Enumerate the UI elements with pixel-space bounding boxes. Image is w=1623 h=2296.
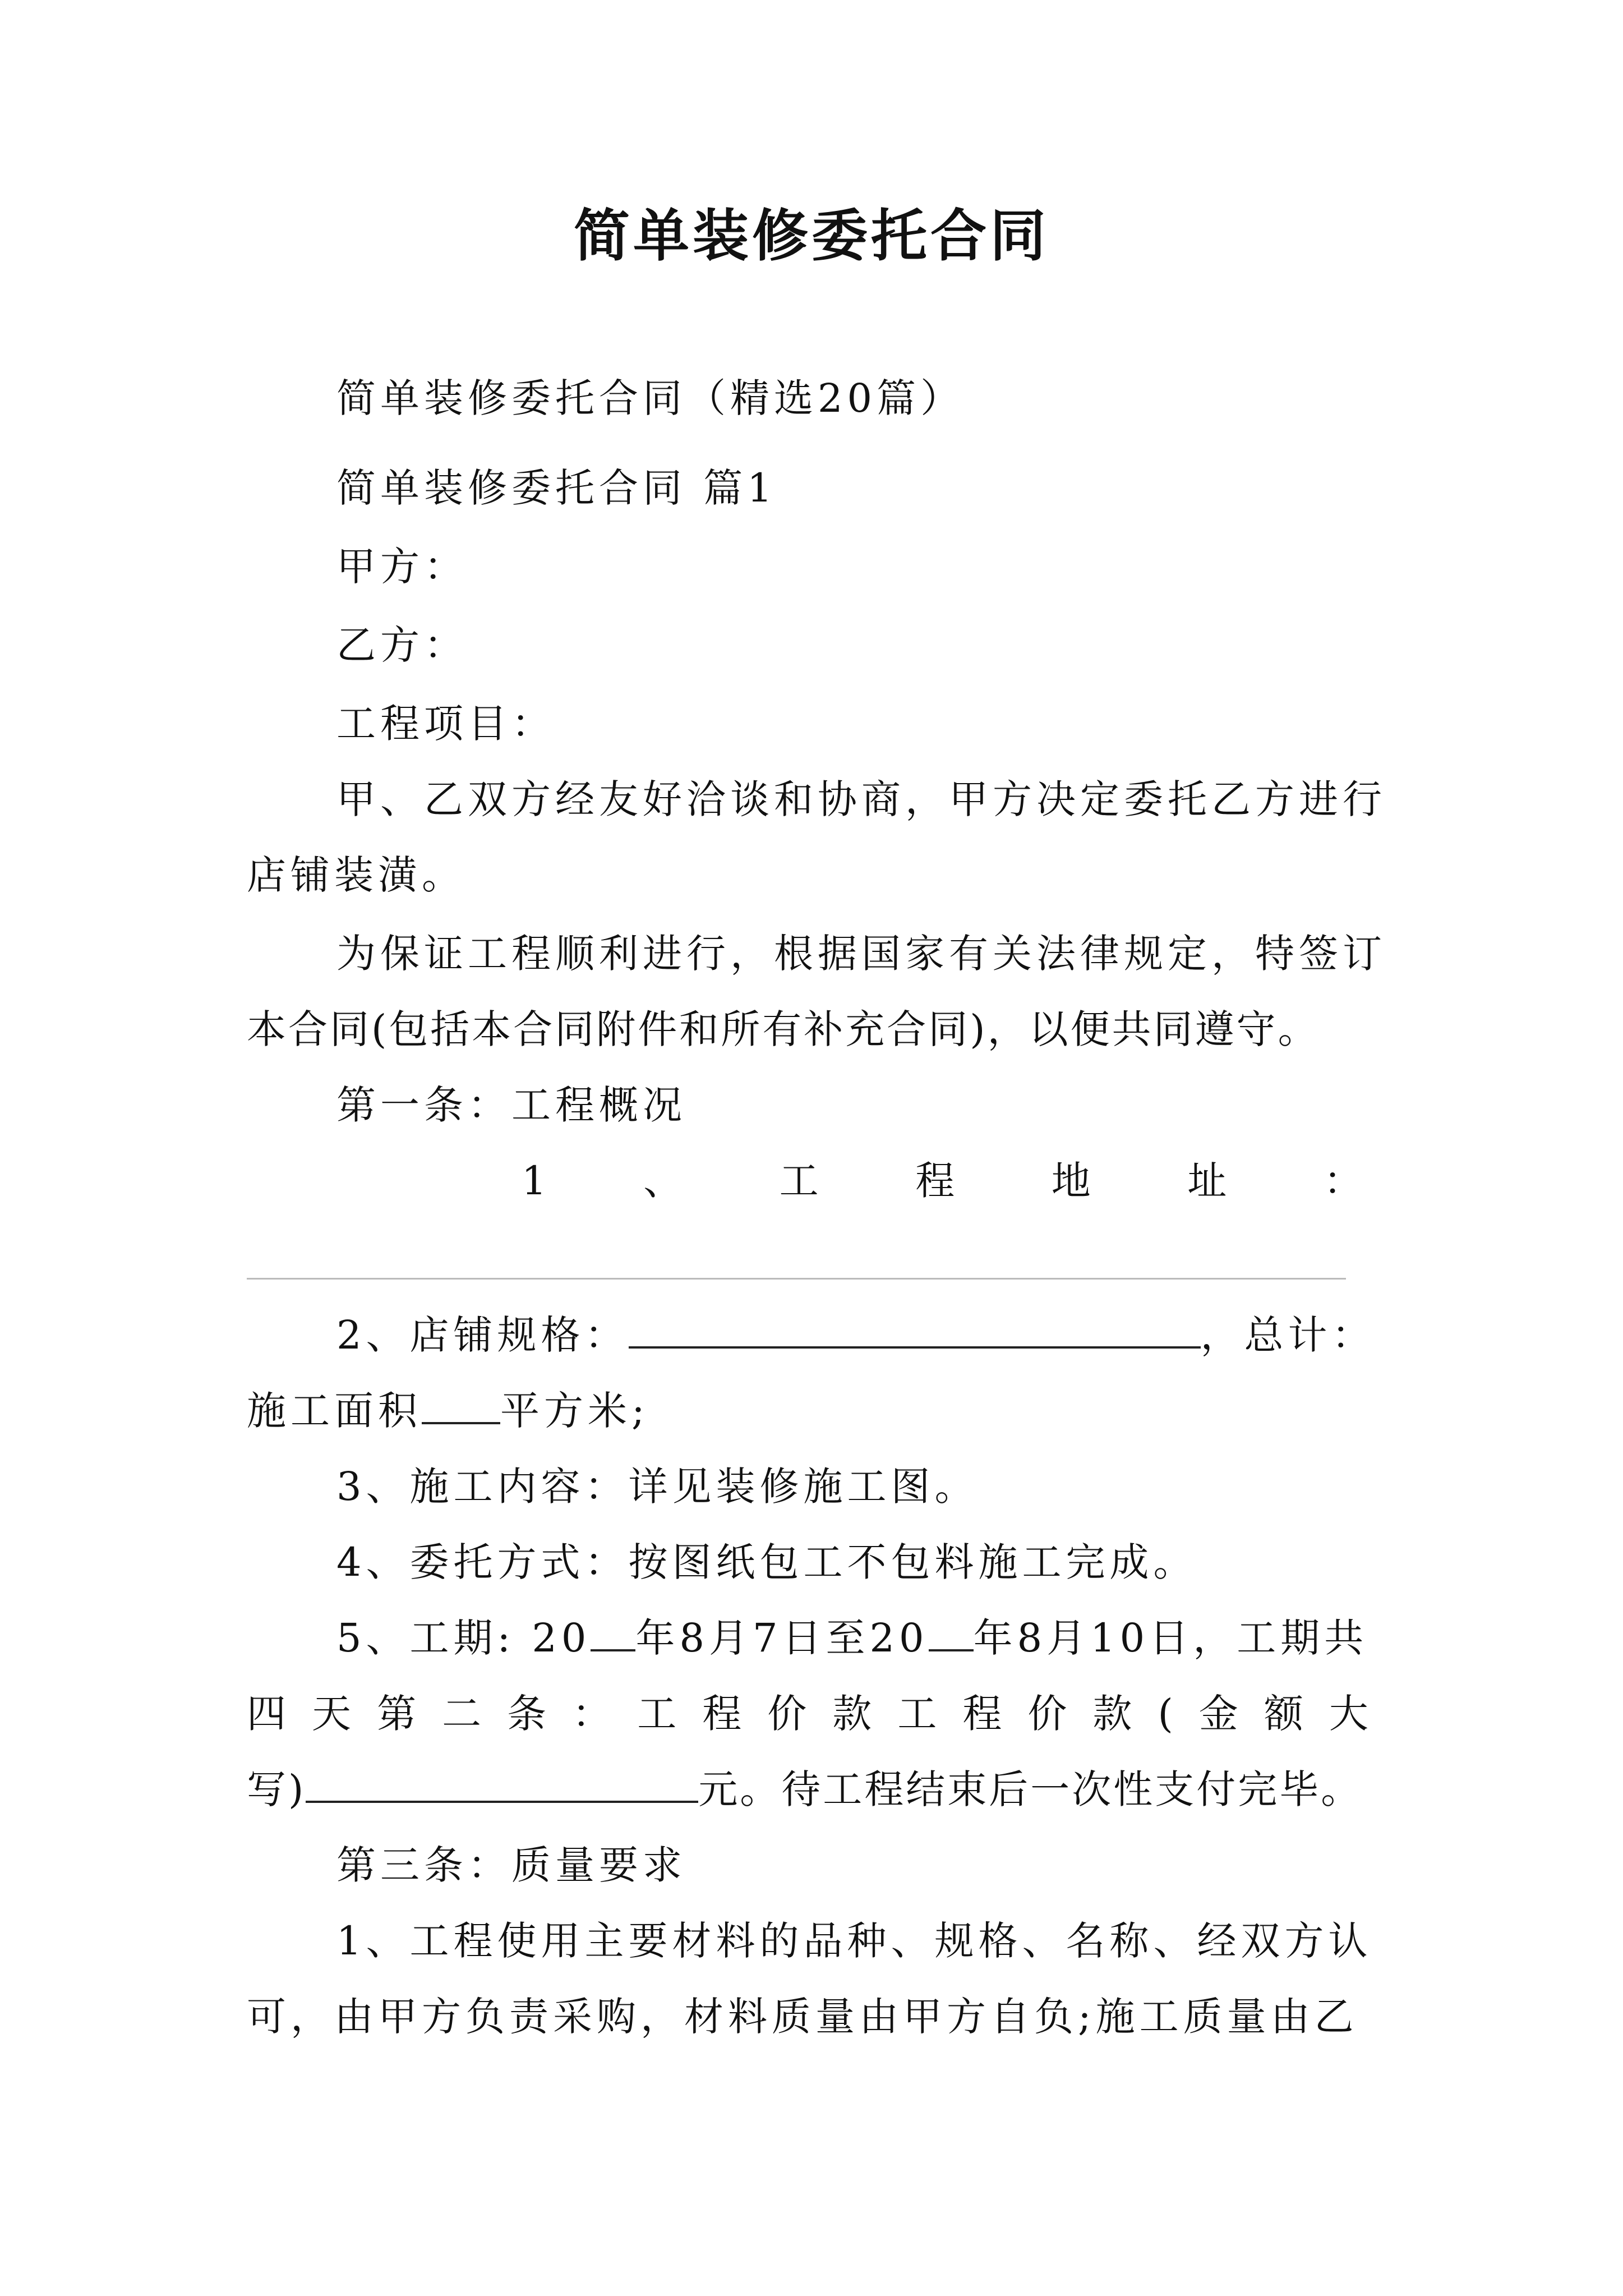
subtitle: 简单装修委托合同（精选20篇） [336,375,965,421]
amount-suffix: 元。待工程结束后一次性支付完毕。 [698,1766,1363,1812]
amount-blank [306,1767,698,1803]
line-char: 大 [1329,1691,1368,1737]
quality-item-1-line-2: 可，由甲方负责采购，材料质量由甲方自负;施工质量由乙 [247,1994,1358,2040]
item-3: 3、施工内容：详见装修施工图。 [336,1464,979,1510]
line-char: 金 [1198,1691,1238,1737]
paragraph-1-line-2: 店铺装潢。 [247,852,465,898]
area-blank [422,1388,500,1424]
area-label: 施工面积 [247,1388,422,1434]
line-char: 价 [767,1691,807,1737]
year-blank-2 [929,1616,974,1651]
address-char: 工 [779,1158,819,1204]
address-char: 1 [522,1158,547,1204]
area-unit: 平方米; [500,1388,649,1434]
line-char: 程 [962,1691,1002,1737]
line-char: 额 [1264,1691,1303,1737]
item-5-line-1 [336,1610,1368,1666]
quality-item-1-line-1: 1、工程使用主要材料的品种、规格、名称、经双方认 [336,1918,1372,1964]
line-char: 款 [832,1691,872,1737]
item-2-suffix: ，总计： [1200,1312,1376,1358]
year-blank-1 [591,1616,635,1651]
line-char: 四 [247,1691,286,1737]
line-char: ( [1158,1691,1173,1737]
address-char: ： [1323,1158,1363,1204]
item-5-part-c: 年8月10日，工期共 [973,1615,1368,1661]
item-2-line-2 [247,1383,649,1439]
project-label: 工程项目： [336,701,555,747]
address-underline [247,1278,1346,1280]
address-char: 程 [915,1158,955,1204]
line-char: 工 [637,1691,677,1737]
article-3-title: 第三条：质量要求 [336,1842,686,1888]
item-4: 4、委托方式：按图纸包工不包料施工完成。 [336,1539,1197,1585]
address-char: 、 [643,1158,683,1204]
line-char: 条 [507,1691,547,1737]
line-char: 工 [897,1691,937,1737]
line-char: ： [572,1691,612,1737]
item-5-part-b: 年8月7日至20 [635,1615,929,1661]
item-5-part-a: 5、工期: 20 [336,1615,591,1661]
address-char: 地 [1051,1158,1091,1204]
line-char: 款 [1092,1691,1132,1737]
shop-size-blank [629,1313,1201,1349]
amount-prefix: 写) [247,1766,306,1812]
line-char: 二 [442,1691,482,1737]
project-address-line [522,1153,1363,1209]
item-5-line-3 [247,1761,1362,1818]
line-char: 程 [702,1691,742,1737]
party-a-label: 甲方： [336,544,468,590]
party-b-label: 乙方： [336,622,468,668]
section-heading: 简单装修委托合同 篇1 [336,465,777,511]
line-char: 天 [312,1691,352,1737]
item-5-line-2 [247,1686,1368,1742]
item-2-line-1 [336,1307,1376,1363]
item-2-prefix: 2、店铺规格： [336,1312,629,1358]
article-1-title: 第一条：工程概况 [336,1082,686,1128]
paragraph-2-line-1: 为保证工程顺利进行，根据国家有关法律规定，特签订 [336,931,1386,977]
line-char: 价 [1027,1691,1067,1737]
address-char: 址 [1187,1158,1227,1204]
paragraph-1-line-1: 甲、乙双方经友好洽谈和协商，甲方决定委托乙方进行 [336,776,1386,822]
line-char: 第 [377,1691,417,1737]
document-title: 简单装修委托合同 [574,203,1049,269]
paragraph-2-line-2: 本合同(包括本合同附件和所有补充合同)，以便共同遵守。 [247,1006,1320,1052]
